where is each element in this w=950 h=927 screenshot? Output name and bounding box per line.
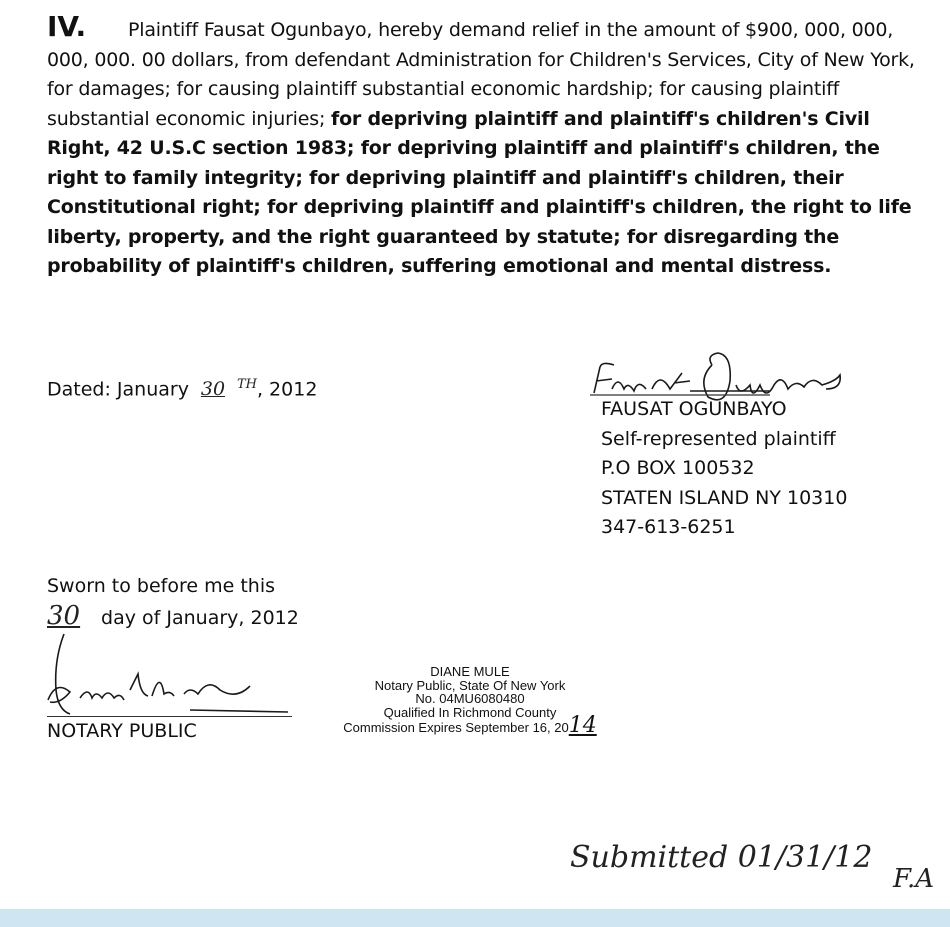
notary-county: Qualified In Richmond County — [383, 704, 557, 720]
dated-day-suffix: TH — [236, 377, 257, 392]
plaintiff-po-box: P.O BOX 100532 — [601, 457, 755, 479]
plaintiff-phone: 347-613-6251 — [601, 516, 736, 538]
dated-prefix: Dated: January — [47, 378, 189, 401]
notary-public-label: NOTARY PUBLIC — [47, 716, 292, 747]
dated-day-handwritten: 30 — [200, 378, 226, 401]
notary-name: DIANE MULE — [430, 664, 510, 679]
notary-expires: Commission Expires September 16, 20 — [343, 720, 569, 735]
plaintiff-name: FAUSAT OGUNBAYO — [601, 398, 787, 420]
notary-expires-year-handwritten: 14 — [568, 713, 597, 738]
sworn-day-handwritten: 30 — [47, 600, 81, 631]
submitted-note-handwritten: Submitted 01/31/12 — [570, 840, 873, 875]
demand-bold-text: for depriving plaintiff and plaintiff's children's Civil Right, 42 U.S.C section 1983; for depriving plaintiff and plaintiff's children, the right to family integrity; for depriving plaintiff and plaintiff's children, their Constitutional right; for depriving plaintiff and plaintiff's children, the right to life liberty, property, and the right guaranteed by statute; for disregarding the probability of plaintiff's children, suffering emotional and mental distress. — [47, 107, 912, 277]
section-number: IV. — [47, 10, 87, 43]
notary-number: No. 04MU6080480 — [415, 691, 525, 706]
sworn-line: Sworn to before me this — [47, 575, 275, 597]
plaintiff-role: Self-represented plaintiff — [601, 427, 836, 450]
notary-title: Notary Public, State Of New York — [374, 677, 566, 693]
notary-stamp — [320, 664, 620, 738]
plaintiff-city-state-zip: STATEN ISLAND NY 10310 — [601, 486, 848, 509]
notary-signature — [40, 630, 300, 720]
sworn-day-rest: day of January, 2012 — [101, 606, 299, 629]
initials-handwritten: F.A — [893, 864, 935, 894]
dated-year: , 2012 — [256, 378, 318, 401]
bottom-bar — [0, 909, 950, 927]
plaintiff-signature-block — [601, 395, 847, 543]
relief-demand-paragraph — [47, 16, 927, 282]
sworn-statement — [47, 572, 299, 633]
dated-line — [47, 370, 317, 405]
demand-intro-text: Plaintiff Fausat Ogunbayo, hereby demand relief in the amount of $900, 000, 000, 000, 000. 00 dollars, from defendant Administration for Children's Services, City of New York, for damages; for causing plaintiff substantial economic hardship; for causing plaintiff substantial economic injuries; — [47, 19, 915, 130]
